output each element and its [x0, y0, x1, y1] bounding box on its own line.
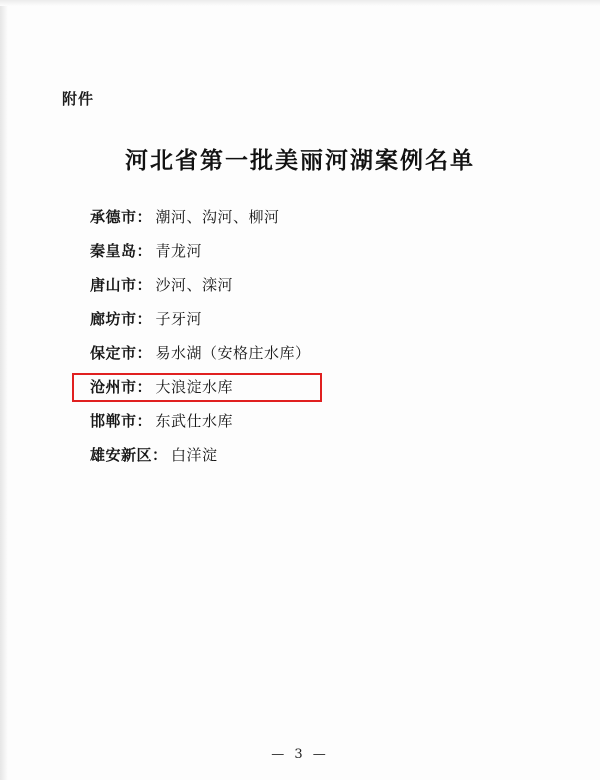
entry-value: 大浪淀水库: [155, 378, 234, 396]
scan-edge-left: [0, 0, 8, 780]
entry-value: 东武仕水库: [155, 412, 234, 430]
entry-city: 承德市: [90, 208, 137, 226]
entry-city: 邯郸市: [90, 412, 137, 430]
scan-edge-top: [0, 0, 600, 6]
entry-city: 唐山市: [90, 276, 137, 294]
entry-city: 廊坊市: [90, 310, 137, 328]
entry-city: 雄安新区: [90, 446, 153, 464]
entry-city: 保定市: [90, 344, 137, 362]
entry-value: 潮河、沟河、柳河: [155, 208, 280, 226]
entry-city: 沧州市: [90, 378, 137, 396]
list-item: [90, 206, 510, 240]
entry-separator: ：: [136, 412, 152, 430]
entry-city: 秦皇岛: [90, 242, 137, 260]
entry-separator: ：: [136, 344, 152, 362]
entry-list: [90, 206, 510, 478]
list-item: [90, 444, 510, 478]
list-item: [90, 342, 510, 376]
page-number: — 3 —: [271, 747, 329, 762]
list-item: [90, 274, 510, 308]
entry-value: 子牙河: [155, 310, 203, 328]
entry-separator: ：: [136, 208, 152, 226]
list-item: [90, 410, 510, 444]
entry-separator: ：: [136, 242, 152, 260]
entry-value: 易水湖（安格庄水库）: [155, 344, 311, 362]
entry-separator: ：: [152, 446, 168, 464]
list-item: [90, 308, 510, 342]
attachment-label: 附件: [62, 90, 95, 108]
entry-value: 沙河、滦河: [155, 276, 234, 294]
entry-separator: ：: [136, 378, 152, 396]
page-title: 河北省第一批美丽河湖案例名单: [125, 147, 475, 174]
list-item: [90, 376, 510, 410]
entry-value: 白洋淀: [171, 446, 218, 464]
entry-separator: ：: [136, 310, 152, 328]
entry-value: 青龙河: [155, 242, 203, 260]
list-item: [90, 240, 510, 274]
entry-separator: ：: [136, 276, 152, 294]
